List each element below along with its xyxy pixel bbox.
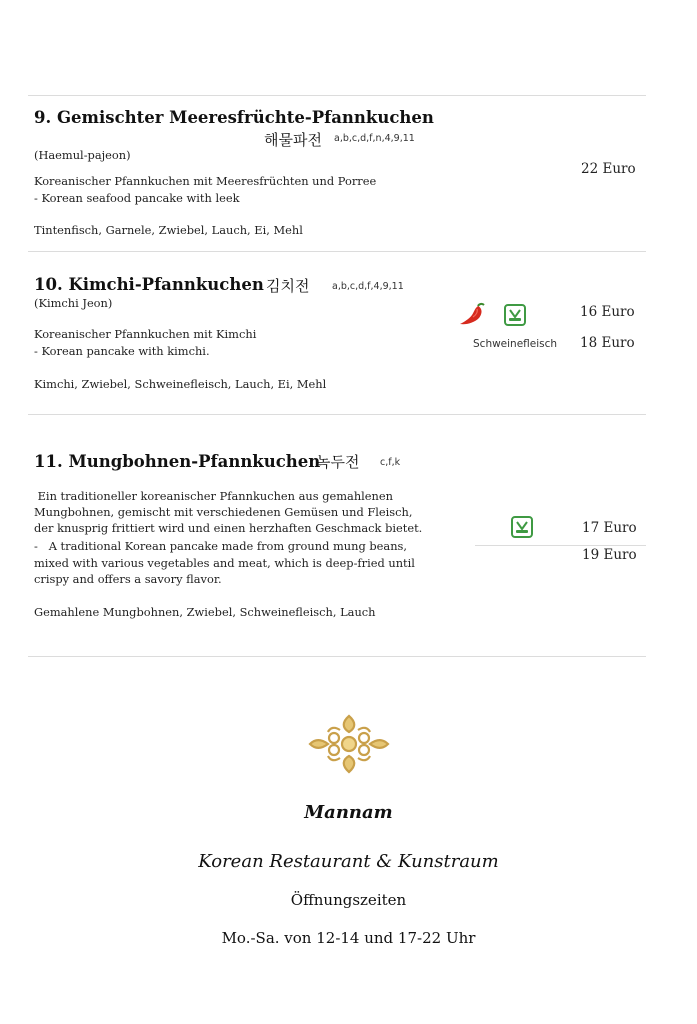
item-9-price: 22 Euro	[581, 161, 636, 177]
item-11-price-divider	[475, 545, 646, 546]
opening-hours: Mo.-Sa. von 12-14 und 17-22 Uhr	[221, 929, 476, 947]
item-10-price-vegan: 16 Euro	[580, 304, 635, 320]
item-10-allergen-codes: a,b,c,d,f,4,9,11	[332, 281, 404, 292]
vegan-leaf-icon	[511, 516, 533, 538]
item-10-variant-label: Schweinefleisch	[473, 338, 558, 350]
item-11-desc-en-line-1: - A traditional Korean pancake made from ground mung beans,	[34, 539, 407, 553]
item-10-title: 10. Kimchi-Pfannkuchen	[34, 275, 264, 294]
divider-top	[28, 95, 646, 96]
gold-ornament-icon	[304, 712, 394, 776]
item-9-allergen-codes: a,b,c,d,f,n,4,9,11	[334, 133, 415, 144]
item-11-desc-de-line-2: Mungbohnen, gemischt mit verschiedenen Gemüsen und Fleisch,	[34, 505, 413, 519]
item-11-desc-en-line-3: crispy and offers a savory flavor.	[34, 572, 222, 586]
item-10-price-variant: 18 Euro	[580, 335, 635, 351]
opening-hours-label: Öffnungszeiten	[290, 891, 407, 909]
item-11-ingredients: Gemahlene Mungbohnen, Zwiebel, Schweinefleisch, Lauch	[34, 605, 376, 619]
divider-3	[28, 656, 646, 657]
divider-2	[28, 414, 646, 415]
vegan-leaf-icon	[504, 304, 526, 326]
item-10-romanized: (Kimchi Jeon)	[34, 296, 113, 310]
item-9-korean: 해물파전	[264, 131, 322, 149]
restaurant-subtitle: Korean Restaurant & Kunstraum	[198, 851, 499, 872]
restaurant-name: Mannam	[304, 802, 393, 823]
item-11-desc-de-line-1: Ein traditioneller koreanischer Pfannkuchen aus gemahlenen	[34, 489, 393, 503]
item-11-allergen-codes: c,f,k	[380, 457, 401, 468]
item-10-ingredients: Kimchi, Zwiebel, Schweinefleisch, Lauch, Ei, Mehl	[34, 377, 327, 391]
chili-pepper-icon	[457, 302, 489, 328]
item-11-korean: 녹두전	[316, 453, 360, 471]
item-10-desc-de: Koreanischer Pfannkuchen mit Kimchi	[34, 327, 257, 341]
item-9-desc-de: Koreanischer Pfannkuchen mit Meeresfrüchten und Porree	[34, 174, 377, 188]
item-10-desc-en: - Korean pancake with kimchi.	[34, 344, 210, 358]
item-9-romanized: (Haemul-pajeon)	[34, 148, 131, 162]
item-10-korean: 김치전	[266, 277, 310, 295]
item-11-title: 11. Mungbohnen-Pfannkuchen	[34, 452, 321, 471]
divider-1	[28, 251, 646, 252]
item-11-desc-en-line-2: mixed with various vegetables and meat, which is deep-fried until	[34, 556, 415, 570]
item-9-ingredients: Tintenfisch, Garnele, Zwiebel, Lauch, Ei, Mehl	[34, 223, 303, 237]
item-11-price-vegan: 17 Euro	[582, 520, 637, 536]
item-9-desc-en: - Korean seafood pancake with leek	[34, 191, 240, 205]
item-11-price-variant: 19 Euro	[582, 547, 637, 563]
item-9-title: 9. Gemischter Meeresfrüchte-Pfannkuchen	[34, 108, 434, 127]
item-11-desc-de-line-3: der knusprig frittiert wird und einen herzhaften Geschmack bietet.	[34, 521, 423, 535]
